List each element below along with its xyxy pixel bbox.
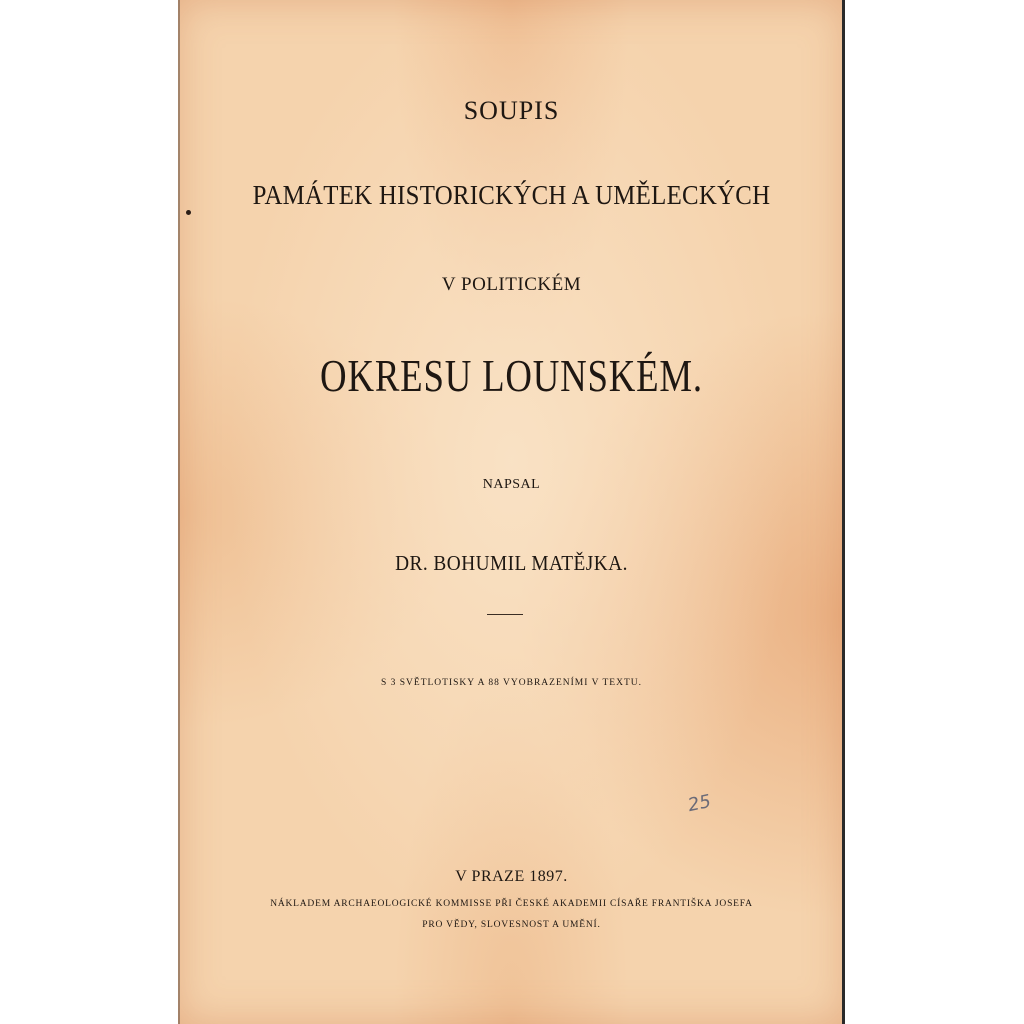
- author-name: BOHUMIL MATĚJKA.: [433, 551, 628, 575]
- publisher-line-2: PRO VĚDY, SLOVESNOST A UMĚNÍ.: [422, 920, 601, 930]
- title-page: [178, 0, 845, 1024]
- place-year: V PRAZE 1897.: [455, 868, 568, 885]
- author-prefix: DR.: [395, 551, 429, 575]
- series-title: SOUPIS: [463, 96, 560, 125]
- author-line: [205, 551, 819, 576]
- preposition-line: V POLITICKÉM: [441, 274, 582, 295]
- illustrations-note: S 3 SVĚTLOTISKY A 88 VYOBRAZENÍMI V TEXTU.: [380, 678, 643, 688]
- subtitle: PAMÁTEK HISTORICKÝCH A UMĚLECKÝCH: [252, 180, 771, 210]
- ink-spot: [186, 210, 191, 215]
- publisher-line-1: NÁKLADEM ARCHAEOLOGICKÉ KOMMISSE PŘI ČESKÉ AKADEMII CÍSAŘE FRANTIŠKA JOSEFA: [270, 899, 753, 909]
- wrote-label: NAPSAL: [482, 477, 541, 492]
- main-title: OKRESU LOUNSKÉM.: [320, 350, 703, 401]
- pencil-mark: 25: [686, 790, 713, 817]
- separator-rule: [487, 614, 523, 615]
